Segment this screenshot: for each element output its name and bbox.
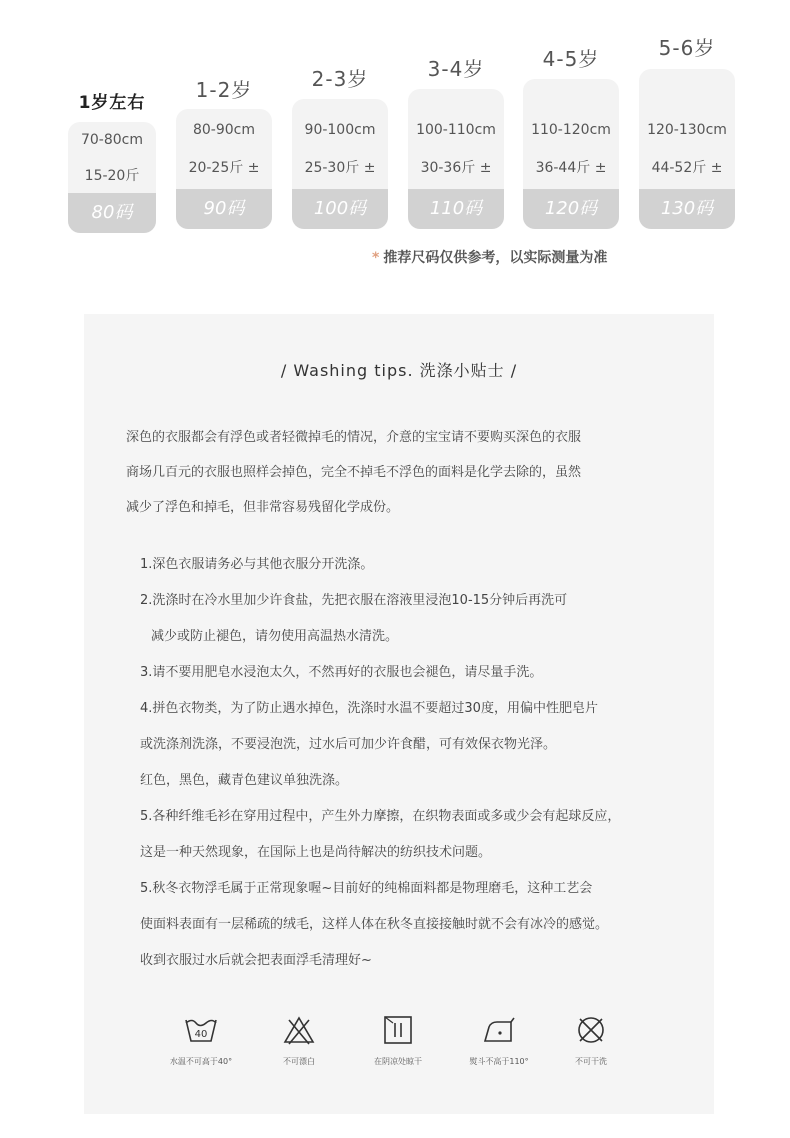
care-label: 不可漂白 xyxy=(283,1057,315,1066)
height-range: 100-110cm xyxy=(416,122,496,138)
height-range: 90-100cm xyxy=(304,122,376,138)
height-range: 70-80cm xyxy=(80,132,143,148)
tip-line: 这是一种天然现象，在国际上也是尚待解决的纺织技术问题。 xyxy=(140,845,492,860)
weight-range: 30-36斤 ± xyxy=(420,160,492,176)
care-label: 在阴凉处晾干 xyxy=(374,1057,422,1066)
care-label: 水温不可高于40° xyxy=(169,1057,233,1066)
tip-line: 红色，黑色，藏青色建议单独洗涤。 xyxy=(140,773,349,788)
washing-tips-panel xyxy=(84,314,714,1114)
size-card xyxy=(176,109,272,229)
size-card xyxy=(292,99,388,229)
age-label: 5-6岁 xyxy=(658,36,716,60)
height-range: 110-120cm xyxy=(531,122,611,138)
weight-range: 25-30斤 ± xyxy=(304,160,376,176)
size-column-80 xyxy=(68,88,156,234)
size-code: 130码 xyxy=(639,189,735,229)
size-code: 100码 xyxy=(292,189,388,229)
tip-line: 3.请不要用肥皂水浸泡太久，不然再好的衣服也会褪色，请尽量手洗。 xyxy=(140,665,543,680)
size-card xyxy=(408,89,504,229)
weight-range: 36-44斤 ± xyxy=(535,160,607,176)
size-column-110 xyxy=(408,53,504,229)
size-code: 80码 xyxy=(68,193,156,233)
weight-range: 44-52斤 ± xyxy=(651,160,723,176)
washing-title: / Washing tips. 洗涤小贴士 / xyxy=(280,361,518,380)
iron-110-icon xyxy=(481,1014,517,1046)
size-card xyxy=(523,79,619,229)
no-dry-clean-icon xyxy=(573,1014,609,1046)
no-bleach-icon xyxy=(281,1014,317,1046)
care-item xyxy=(454,1014,544,1067)
tip-line: 4.拼色衣物类，为了防止遇水掉色，洗涤时水温不要超过30度，用偏中性肥皂片 xyxy=(140,701,598,716)
note-text: 推荐尺码仅供参考，以实际测量为准 xyxy=(383,250,608,266)
tip-line: 5.秋冬衣物浮毛属于正常现象喔~目前好的纯棉面料都是物理磨毛，这种工艺会 xyxy=(140,881,593,896)
tip-line: 2.洗涤时在冷水里加少许食盐，先把衣服在溶液里浸泡10-15分钟后再洗可 xyxy=(140,593,568,608)
tip-line: 减少或防止褪色，请勿使用高温热水清洗。 xyxy=(151,629,399,644)
intro-line: 深色的衣服都会有浮色或者轻微掉毛的情况，介意的宝宝请不要购买深色的衣服 xyxy=(126,430,582,445)
care-item xyxy=(254,1014,344,1067)
height-range: 120-130cm xyxy=(647,122,727,138)
size-card xyxy=(68,122,156,233)
tip-line: 或洗涤剂洗涤，不要浸泡洗，过水后可加少许食醋，可有效保衣物光泽。 xyxy=(140,737,557,752)
dry-in-shade-icon xyxy=(380,1014,416,1046)
size-column-130 xyxy=(639,32,735,229)
age-label: 1-2岁 xyxy=(195,78,253,102)
size-code: 120码 xyxy=(523,189,619,229)
care-item xyxy=(353,1014,443,1067)
svg-text:40: 40 xyxy=(194,1029,208,1040)
size-column-100 xyxy=(292,63,388,229)
care-label: 不可干洗 xyxy=(575,1057,607,1066)
tip-line: 使面料表面有一层稀疏的绒毛，这样人体在秋冬直接接触时就不会有冰冷的感觉。 xyxy=(140,917,609,932)
size-column-90 xyxy=(176,74,272,229)
size-code: 110码 xyxy=(408,189,504,229)
height-range: 80-90cm xyxy=(192,122,255,138)
weight-range: 20-25斤 ± xyxy=(188,160,260,176)
size-code: 90码 xyxy=(176,189,272,229)
weight-range: 15-20斤 xyxy=(84,168,140,184)
age-label: 4-5岁 xyxy=(542,47,600,71)
note-star: * xyxy=(372,250,380,266)
age-label: 2-3岁 xyxy=(311,67,369,91)
wash-40-icon xyxy=(183,1014,219,1046)
size-note xyxy=(372,247,607,267)
tip-line: 收到衣服过水后就会把表面浮毛清理好~ xyxy=(140,953,372,968)
intro-line: 商场几百元的衣服也照样会掉色，完全不掉毛不浮色的面料是化学去除的，虽然 xyxy=(126,465,582,480)
age-label: 1岁左右 xyxy=(78,93,146,113)
age-label: 3-4岁 xyxy=(427,57,485,81)
intro-line: 减少了浮色和掉毛，但非常容易残留化学成份。 xyxy=(126,500,400,515)
tip-line: 5.各种纤维毛衫在穿用过程中，产生外力摩擦，在织物表面或多或少会有起球反应， xyxy=(140,809,621,824)
care-label: 熨斗不高于110° xyxy=(469,1057,529,1066)
size-column-120 xyxy=(523,43,619,229)
care-item xyxy=(156,1014,246,1067)
tip-line: 1.深色衣服请务必与其他衣服分开洗涤。 xyxy=(140,557,374,572)
care-item xyxy=(546,1014,636,1067)
size-card xyxy=(639,69,735,229)
